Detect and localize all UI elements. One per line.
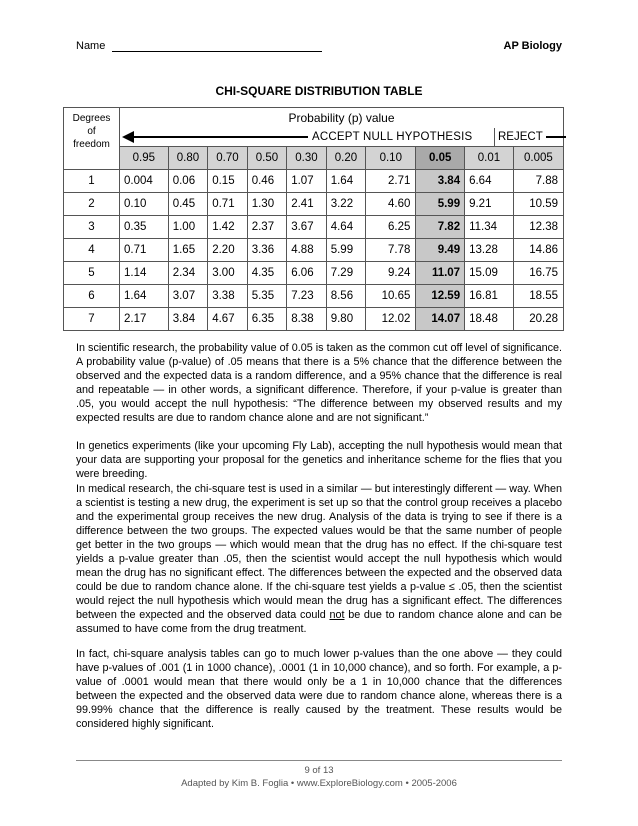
chi-value-cell: 1.64 [120, 285, 169, 308]
table-row [64, 308, 564, 331]
chi-value-cell: 1.30 [247, 193, 287, 216]
critical-value-cell: 3.84 [416, 170, 465, 193]
paragraph-genetics: In genetics experiments (like your upcoming Fly Lab), accepting the null hypothesis would mean that your data are supporting your proposal for the genetics and inheritance scheme for the flies that you were breeding. [76, 440, 562, 480]
degrees-head-line: of [87, 126, 96, 137]
df-cell: 3 [64, 216, 120, 239]
reject-label: REJECT [498, 131, 543, 143]
critical-value-cell: 7.82 [416, 216, 465, 239]
course-title: AP Biology [503, 40, 562, 52]
chi-value-cell: 10.65 [366, 285, 416, 308]
chi-value-cell: 18.55 [513, 285, 563, 308]
chi-value-cell: 1.65 [168, 239, 208, 262]
p-value-cell: 0.10 [366, 147, 416, 170]
df-cell: 5 [64, 262, 120, 285]
table-row [64, 216, 564, 239]
chi-value-cell: 7.23 [287, 285, 327, 308]
chi-value-cell: 9.21 [465, 193, 514, 216]
chi-value-cell: 1.00 [168, 216, 208, 239]
critical-value-cell: 9.49 [416, 239, 465, 262]
chi-value-cell: 3.38 [208, 285, 248, 308]
chi-value-cell: 3.07 [168, 285, 208, 308]
chi-value-cell: 0.10 [120, 193, 169, 216]
chi-value-cell: 2.41 [287, 193, 327, 216]
paragraph-significance: In scientific research, the probability value of 0.05 is taken as the common cut off level of significance. A probability value (p-value) of .05 means that there is a 5% chance that the difference between the observed and the expected data is a random difference, and a 95% chance that the difference is real and repeatable — in other words, a significant difference. Therefore, if your p-value is greater than .05, you would accept the null hypothesis: “The difference between my observed results and my expected results are due to random chance alone and are not significant.” [76, 342, 562, 424]
chi-value-cell: 0.71 [120, 239, 169, 262]
page-number: 9 of 13 [304, 765, 334, 776]
table-row [64, 285, 564, 308]
chi-value-cell: 6.06 [287, 262, 327, 285]
chi-value-cell: 0.46 [247, 170, 287, 193]
chi-value-cell: 3.67 [287, 216, 327, 239]
table-body [64, 170, 564, 331]
chi-value-cell: 16.75 [513, 262, 563, 285]
chi-value-cell: 6.35 [247, 308, 287, 331]
chi-value-cell: 3.84 [168, 308, 208, 331]
chi-value-cell: 9.24 [366, 262, 416, 285]
emphasized-not: not [329, 609, 345, 621]
chi-value-cell: 7.88 [513, 170, 563, 193]
accept-reject-divider [494, 128, 495, 146]
table-title: CHI-SQUARE DISTRIBUTION TABLE [215, 84, 423, 98]
name-blank-line [112, 40, 322, 52]
chi-value-cell: 5.99 [326, 239, 366, 262]
chi-value-cell: 2.17 [120, 308, 169, 331]
chi-value-cell: 0.15 [208, 170, 248, 193]
accept-null-label: ACCEPT NULL HYPOTHESIS [312, 131, 473, 143]
chi-value-cell: 7.78 [366, 239, 416, 262]
chi-value-cell: 3.00 [208, 262, 248, 285]
p-value-cell: 0.005 [513, 147, 563, 170]
p-value-cell: 0.01 [465, 147, 514, 170]
chi-value-cell: 4.60 [366, 193, 416, 216]
paragraph-lower-pvalues: In fact, chi-square analysis tables can go to much lower p-values than the one above — they could have p-values of .001 (1 in 1000 chance), .0001 (1 in 10,000 chance), and so forth. For example, a p-value of .0001 would mean that there would only be a 1 in 10,000 chance that the differences between the expected and the observed data were due to random chance alone, whereas there is a 99.99% chance that the difference is really caused by the treatment. These results would be considered highly significant. [76, 648, 562, 730]
chi-value-cell: 9.80 [326, 308, 366, 331]
table-row [64, 262, 564, 285]
df-cell: 1 [64, 170, 120, 193]
critical-value-cell: 11.07 [416, 262, 465, 285]
critical-value-cell: 5.99 [416, 193, 465, 216]
degrees-freedom-header [64, 108, 120, 170]
degrees-head-line: freedom [73, 139, 110, 150]
chi-value-cell: 10.59 [513, 193, 563, 216]
chi-value-cell: 13.28 [465, 239, 514, 262]
chi-value-cell: 7.29 [326, 262, 366, 285]
paragraph-medical [76, 482, 562, 636]
chi-value-cell: 4.35 [247, 262, 287, 285]
chi-value-cell: 4.64 [326, 216, 366, 239]
paragraph-medical-part1: In medical research, the chi-square test is used in a similar — but interestingly different — way. When a scientist is testing a new drug, the experiment is set up so that the control group receives a placebo and the experimental group receives the new drug. Analysis of the data is trying to see if there is a difference between the two groups. The expected values would be that the same number of people get better in the two groups — which would mean that the drug has no effect. If the chi-square test yields a p-value greater than .05, then the scientist would accept the null hypothesis which would mean the drug has no significant effect. The differences between the expected and the observed data could be due to random chance alone. If the chi-square test yields a p-value ≤ .05, then the scientist would reject the null hypothesis which would mean the drug has a significant effect. The differences between the expected and the observed data could [76, 483, 562, 621]
footer-divider [76, 760, 562, 761]
chi-value-cell: 2.37 [247, 216, 287, 239]
table-row [64, 239, 564, 262]
chi-value-cell: 18.48 [465, 308, 514, 331]
p-value-cell: 0.50 [247, 147, 287, 170]
chi-value-cell: 8.56 [326, 285, 366, 308]
chi-value-cell: 3.36 [247, 239, 287, 262]
chi-value-cell: 12.02 [366, 308, 416, 331]
chi-value-cell: 2.34 [168, 262, 208, 285]
chi-value-cell: 2.71 [366, 170, 416, 193]
chi-value-cell: 6.64 [465, 170, 514, 193]
p-value-cell: 0.20 [326, 147, 366, 170]
chi-value-cell: 0.35 [120, 216, 169, 239]
chi-square-table [63, 107, 564, 331]
chi-value-cell: 0.45 [168, 193, 208, 216]
footer-credit: Adapted by Kim B. Foglia • www.ExploreBiology.com • 2005-2006 [181, 778, 457, 789]
name-label: Name [76, 40, 106, 52]
chi-value-cell: 1.64 [326, 170, 366, 193]
table-row [64, 193, 564, 216]
chi-value-cell: 12.38 [513, 216, 563, 239]
chi-value-cell: 11.34 [465, 216, 514, 239]
chi-value-cell: 1.14 [120, 262, 169, 285]
chi-value-cell: 0.06 [168, 170, 208, 193]
chi-value-cell: 15.09 [465, 262, 514, 285]
df-cell: 4 [64, 239, 120, 262]
page-header [76, 40, 562, 56]
degrees-head-line: Degrees [72, 113, 111, 124]
p-value-cell: 0.95 [120, 147, 169, 170]
chi-value-cell: 5.35 [247, 285, 287, 308]
hypothesis-arrow-row [120, 128, 564, 147]
df-cell: 6 [64, 285, 120, 308]
chi-value-cell: 8.38 [287, 308, 327, 331]
chi-value-cell: 2.20 [208, 239, 248, 262]
chi-value-cell: 1.42 [208, 216, 248, 239]
table-row [64, 170, 564, 193]
probability-header: Probability (p) value [120, 108, 564, 129]
chi-value-cell: 20.28 [513, 308, 563, 331]
p-value-cell: 0.70 [208, 147, 248, 170]
df-cell: 7 [64, 308, 120, 331]
chi-value-cell: 4.88 [287, 239, 327, 262]
chi-value-cell: 0.71 [208, 193, 248, 216]
p-value-cell-critical: 0.05 [416, 147, 465, 170]
critical-value-cell: 14.07 [416, 308, 465, 331]
chi-value-cell: 14.86 [513, 239, 563, 262]
chi-value-cell: 3.22 [326, 193, 366, 216]
p-value-cell: 0.80 [168, 147, 208, 170]
chi-value-cell: 1.07 [287, 170, 327, 193]
critical-value-cell: 12.59 [416, 285, 465, 308]
p-value-cell: 0.30 [287, 147, 327, 170]
df-cell: 2 [64, 193, 120, 216]
paragraph-medical-part2: be due to random chance alone and can be assumed to have come from the drug treatment. [76, 609, 563, 635]
chi-value-cell: 0.004 [120, 170, 169, 193]
p-value-header-row [64, 147, 564, 170]
chi-value-cell: 4.67 [208, 308, 248, 331]
chi-value-cell: 6.25 [366, 216, 416, 239]
chi-value-cell: 16.81 [465, 285, 514, 308]
